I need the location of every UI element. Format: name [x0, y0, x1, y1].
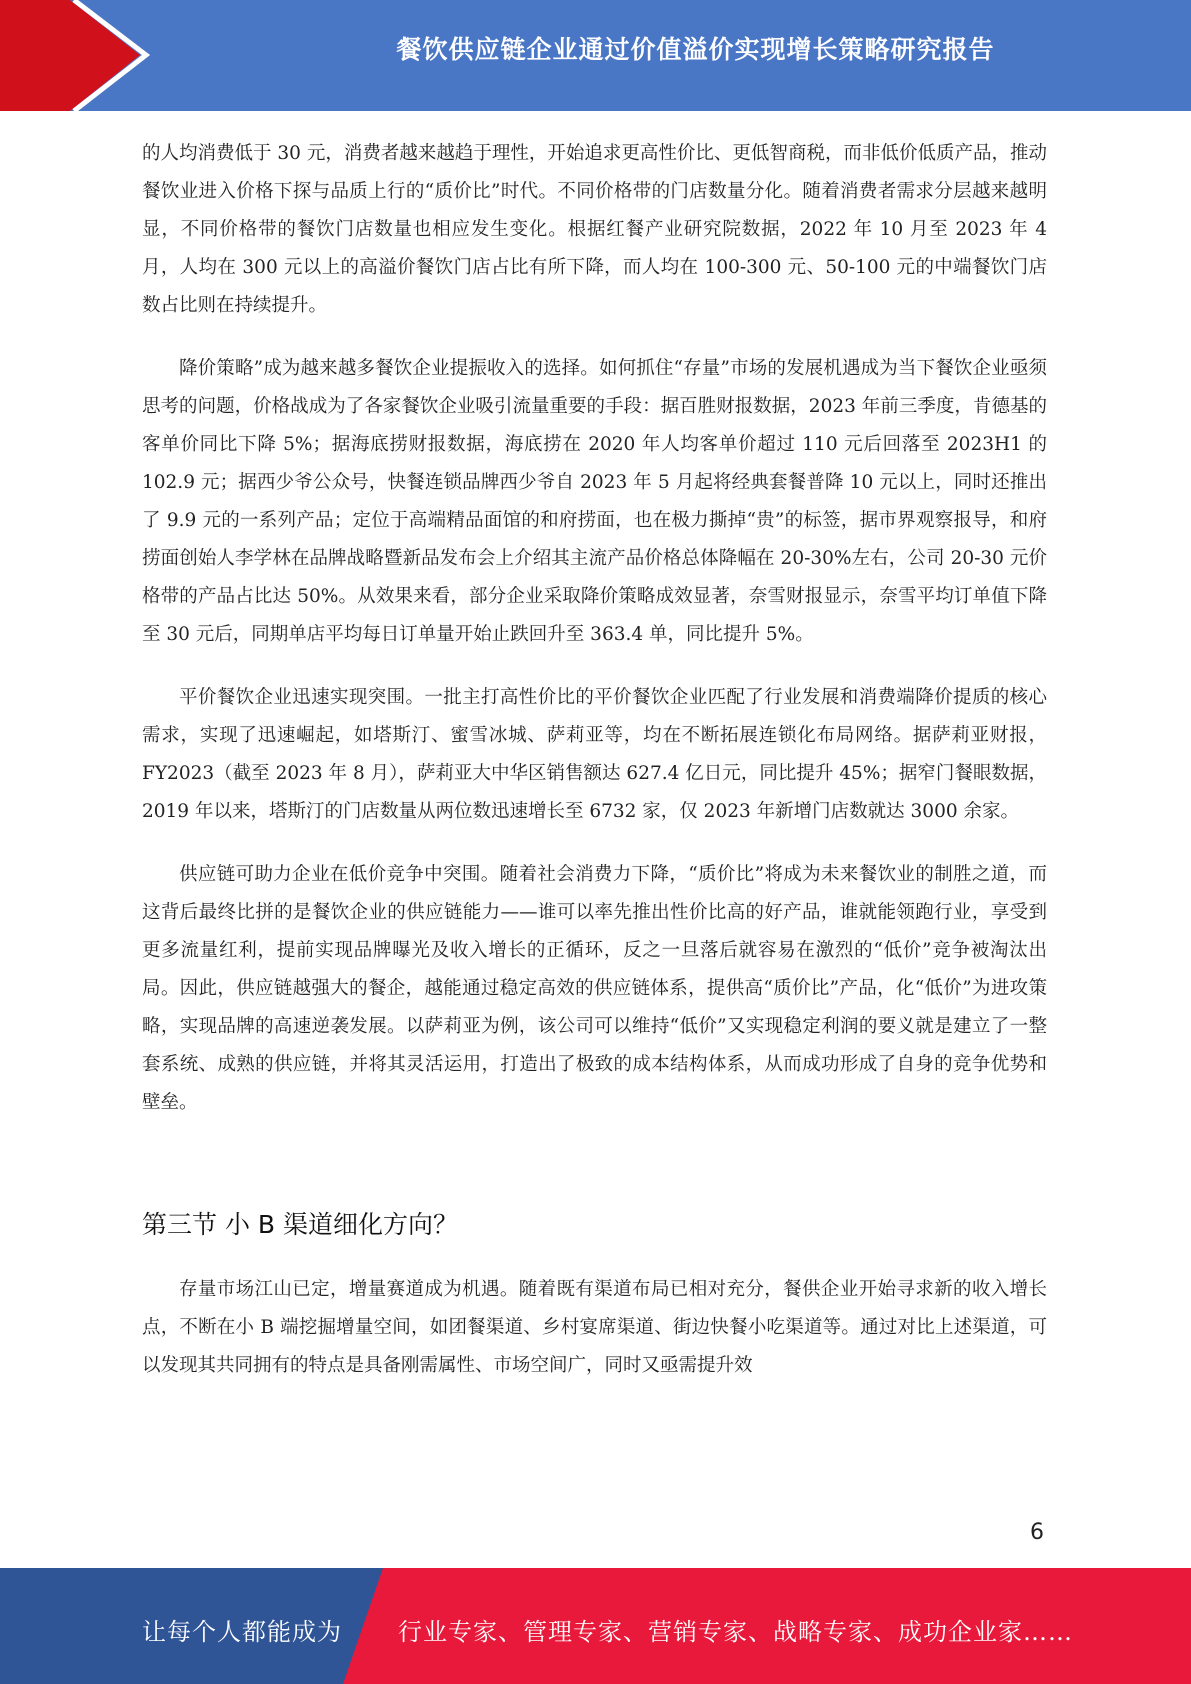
page-content: [142, 135, 1047, 1410]
page-footer: [0, 1568, 1191, 1684]
body-paragraph: 供应链可助力企业在低价竞争中突围。随着社会消费力下降，“质价比”将成为未来餐饮业的制胜之道，而这背后最终比拼的是餐饮企业的供应链能力——谁可以率先推出性价比高的好产品，谁就能领跑行业，享受到更多流量红利，提前实现品牌曝光及收入增长的正循环，反之一旦落后就容易在激烈的“低价”竞争被淘汰出局。因此，供应链越强大的餐企，越能通过稳定高效的供应链体系，提供高“质价比”产品，化“低价”为进攻策略，实现品牌的高速逆袭发展。以萨莉亚为例，该公司可以维持“低价”又实现稳定利润的要义就是建立了一整套系统、成熟的供应链，并将其灵活运用，打造出了极致的成本结构体系，从而成功形成了自身的竞争优势和壁垒。: [142, 864, 1047, 1113]
section-paragraph: 存量市场江山已定，增量赛道成为机遇。随着既有渠道布局已相对充分，餐供企业开始寻求新的收入增长点，不断在小 B 端挖掘增量空间，如团餐渠道、乡村宴席渠道、街边快餐小吃渠道等。通过对比上述渠道，可以发现其共同拥有的特点是具备刚需属性、市场空间广，同时又亟需提升效: [142, 1279, 1047, 1376]
section-heading: 第三节 小 B 渠道细化方向？: [142, 1210, 458, 1239]
footer-slogan-right: 行业专家、管理专家、营销专家、战略专家、成功企业家……: [398, 1618, 1073, 1646]
body-paragraph: 降价策略”成为越来越多餐饮企业提振收入的选择。如何抓住“存量”市场的发展机遇成为当下餐饮企业亟须思考的问题，价格战成为了各家餐饮企业吸引流量重要的手段：据百胜财报数据，2023 年前三季度，肯德基的客单价同比下降 5%；据海底捞财报数据，海底捞在 2020 年人均客单价超过 110 元后回落至 2023H1 的 102.9 元；据西少爷公众号，快餐连锁品牌西少爷自 2023 年 5 月起将经典套餐普降 10 元以上，同时还推出了 9.9 元的一系列产品；定位于高端精品面馆的和府捞面，也在极力撕掉“贵”的标签，据市界观察报导，和府捞面创始人李学林在品牌战略暨新品发布会上介绍其主流产品价格总体降幅在 20-30%左右，公司 20-30 元价格带的产品占比达 50%。从效果来看，部分企业采取降价策略成效显著，奈雪财报显示，奈雪平均订单值下降至 30 元后，同期单店平均每日订单量开始止跌回升至 363.4 单，同比提升 5%。: [142, 358, 1047, 645]
footer-slogan-left: 让每个人都能成为: [142, 1618, 342, 1646]
report-title: 餐饮供应链企业通过价值溢价实现增长策略研究报告: [396, 35, 995, 64]
body-paragraph: 的人均消费低于 30 元，消费者越来越趋于理性，开始追求更高性价比、更低智商税，而非低价低质产品，推动餐饮业进入价格下探与品质上行的“质价比”时代。不同价格带的门店数量分化。随着消费者需求分层越来越明显，不同价格带的餐饮门店数量也相应发生变化。根据红餐产业研究院数据，2022 年 10 月至 2023 年 4 月，人均在 300 元以上的高溢价餐饮门店占比有所下降，而人均在 100-300 元、50-100 元的中端餐饮门店数占比则在持续提升。: [142, 143, 1047, 316]
page-number: 6: [1030, 1520, 1044, 1545]
page-header: [0, 0, 1191, 111]
body-paragraph: 平价餐饮企业迅速实现突围。一批主打高性价比的平价餐饮企业匹配了行业发展和消费端降价提质的核心需求，实现了迅速崛起，如塔斯汀、蜜雪冰城、萨莉亚等，均在不断拓展连锁化布局网络。据萨莉亚财报，FY2023（截至 2023 年 8 月），萨莉亚大中华区销售额达 627.4 亿日元，同比提升 45%；据窄门餐眼数据，2019 年以来，塔斯汀的门店数量从两位数迅速增长至 6732 家，仅 2023 年新增门店数就达 3000 余家。: [142, 687, 1047, 822]
